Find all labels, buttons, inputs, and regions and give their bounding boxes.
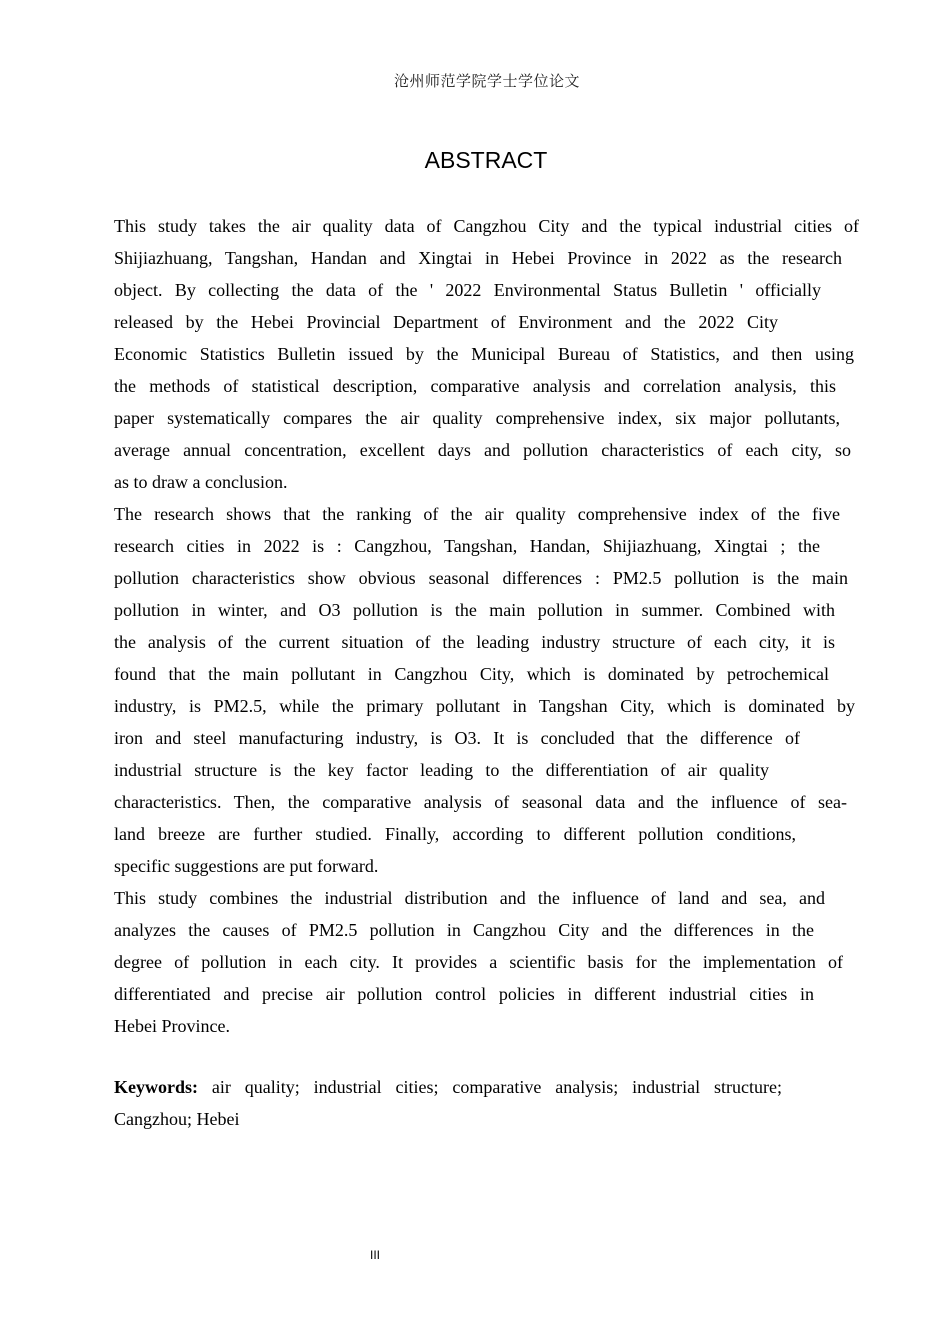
body-line: land breeze are further studied. Finally, according to different pollution conditions,: [114, 824, 796, 844]
body-line: differentiated and precise air pollution control policies in different industrial cities in: [114, 984, 814, 1004]
keywords-label: Keywords:: [114, 1077, 198, 1097]
body-line: found that the main pollutant in Cangzhou City, which is dominated by petrochemical: [114, 664, 829, 684]
body-line: pollution characteristics show obvious seasonal differences : PM2.5 pollution is the main: [114, 568, 848, 588]
body-line: analyzes the causes of PM2.5 pollution in Cangzhou City and the differences in the: [114, 920, 814, 940]
page-number: III: [370, 1248, 381, 1262]
body-line: Hebei Province.: [114, 1016, 230, 1036]
body-line: industrial structure is the key factor leading to the differentiation of air quality: [114, 760, 769, 780]
keywords-block: [114, 1071, 859, 1135]
body-line: released by the Hebei Provincial Department of Environment and the 2022 City: [114, 312, 778, 332]
body-line: This study takes the air quality data of Cangzhou City and the typical industrial cities of: [114, 216, 859, 236]
abstract-body: [114, 210, 859, 1042]
body-line: research cities in 2022 is : Cangzhou, Tangshan, Handan, Shijiazhuang, Xingtai ; the: [114, 536, 820, 556]
running-header: 沧州师范学院学士学位论文: [393, 72, 580, 90]
body-line: the methods of statistical description, comparative analysis and correlation analysis, this: [114, 376, 836, 396]
body-line: average annual concentration, excellent days and pollution characteristics of each city, so: [114, 440, 851, 460]
body-line: The research shows that the ranking of the air quality comprehensive index of the five: [114, 504, 840, 524]
body-line: Shijiazhuang, Tangshan, Handan and Xingtai in Hebei Province in 2022 as the research: [114, 248, 842, 268]
body-line: industry, is PM2.5, while the primary pollutant in Tangshan City, which is dominated by: [114, 696, 855, 716]
body-line: iron and steel manufacturing industry, is O3. It is concluded that the difference of: [114, 728, 800, 748]
body-line: as to draw a conclusion.: [114, 472, 288, 492]
keywords-line: [114, 1071, 782, 1103]
body-line: pollution in winter, and O3 pollution is the main pollution in summer. Combined with: [114, 600, 835, 620]
keywords-values: air quality; industrial cities; comparative analysis; industrial structure;: [198, 1077, 782, 1097]
body-line: object. By collecting the data of the ' 2022 Environmental Status Bulletin ' officially: [114, 280, 821, 300]
body-line: characteristics. Then, the comparative analysis of seasonal data and the influence of sea-: [114, 792, 847, 812]
abstract-title: ABSTRACT: [424, 147, 548, 173]
body-line: paper systematically compares the air quality comprehensive index, six major pollutants,: [114, 408, 840, 428]
body-line: the analysis of the current situation of the leading industry structure of each city, it is: [114, 632, 835, 652]
body-line: degree of pollution in each city. It provides a scientific basis for the implementation of: [114, 952, 843, 972]
body-line: This study combines the industrial distribution and the influence of land and sea, and: [114, 888, 825, 908]
body-line: specific suggestions are put forward.: [114, 856, 379, 876]
body-line: Economic Statistics Bulletin issued by the Municipal Bureau of Statistics, and then using: [114, 344, 854, 364]
keywords-line-2: Cangzhou; Hebei: [114, 1109, 240, 1129]
